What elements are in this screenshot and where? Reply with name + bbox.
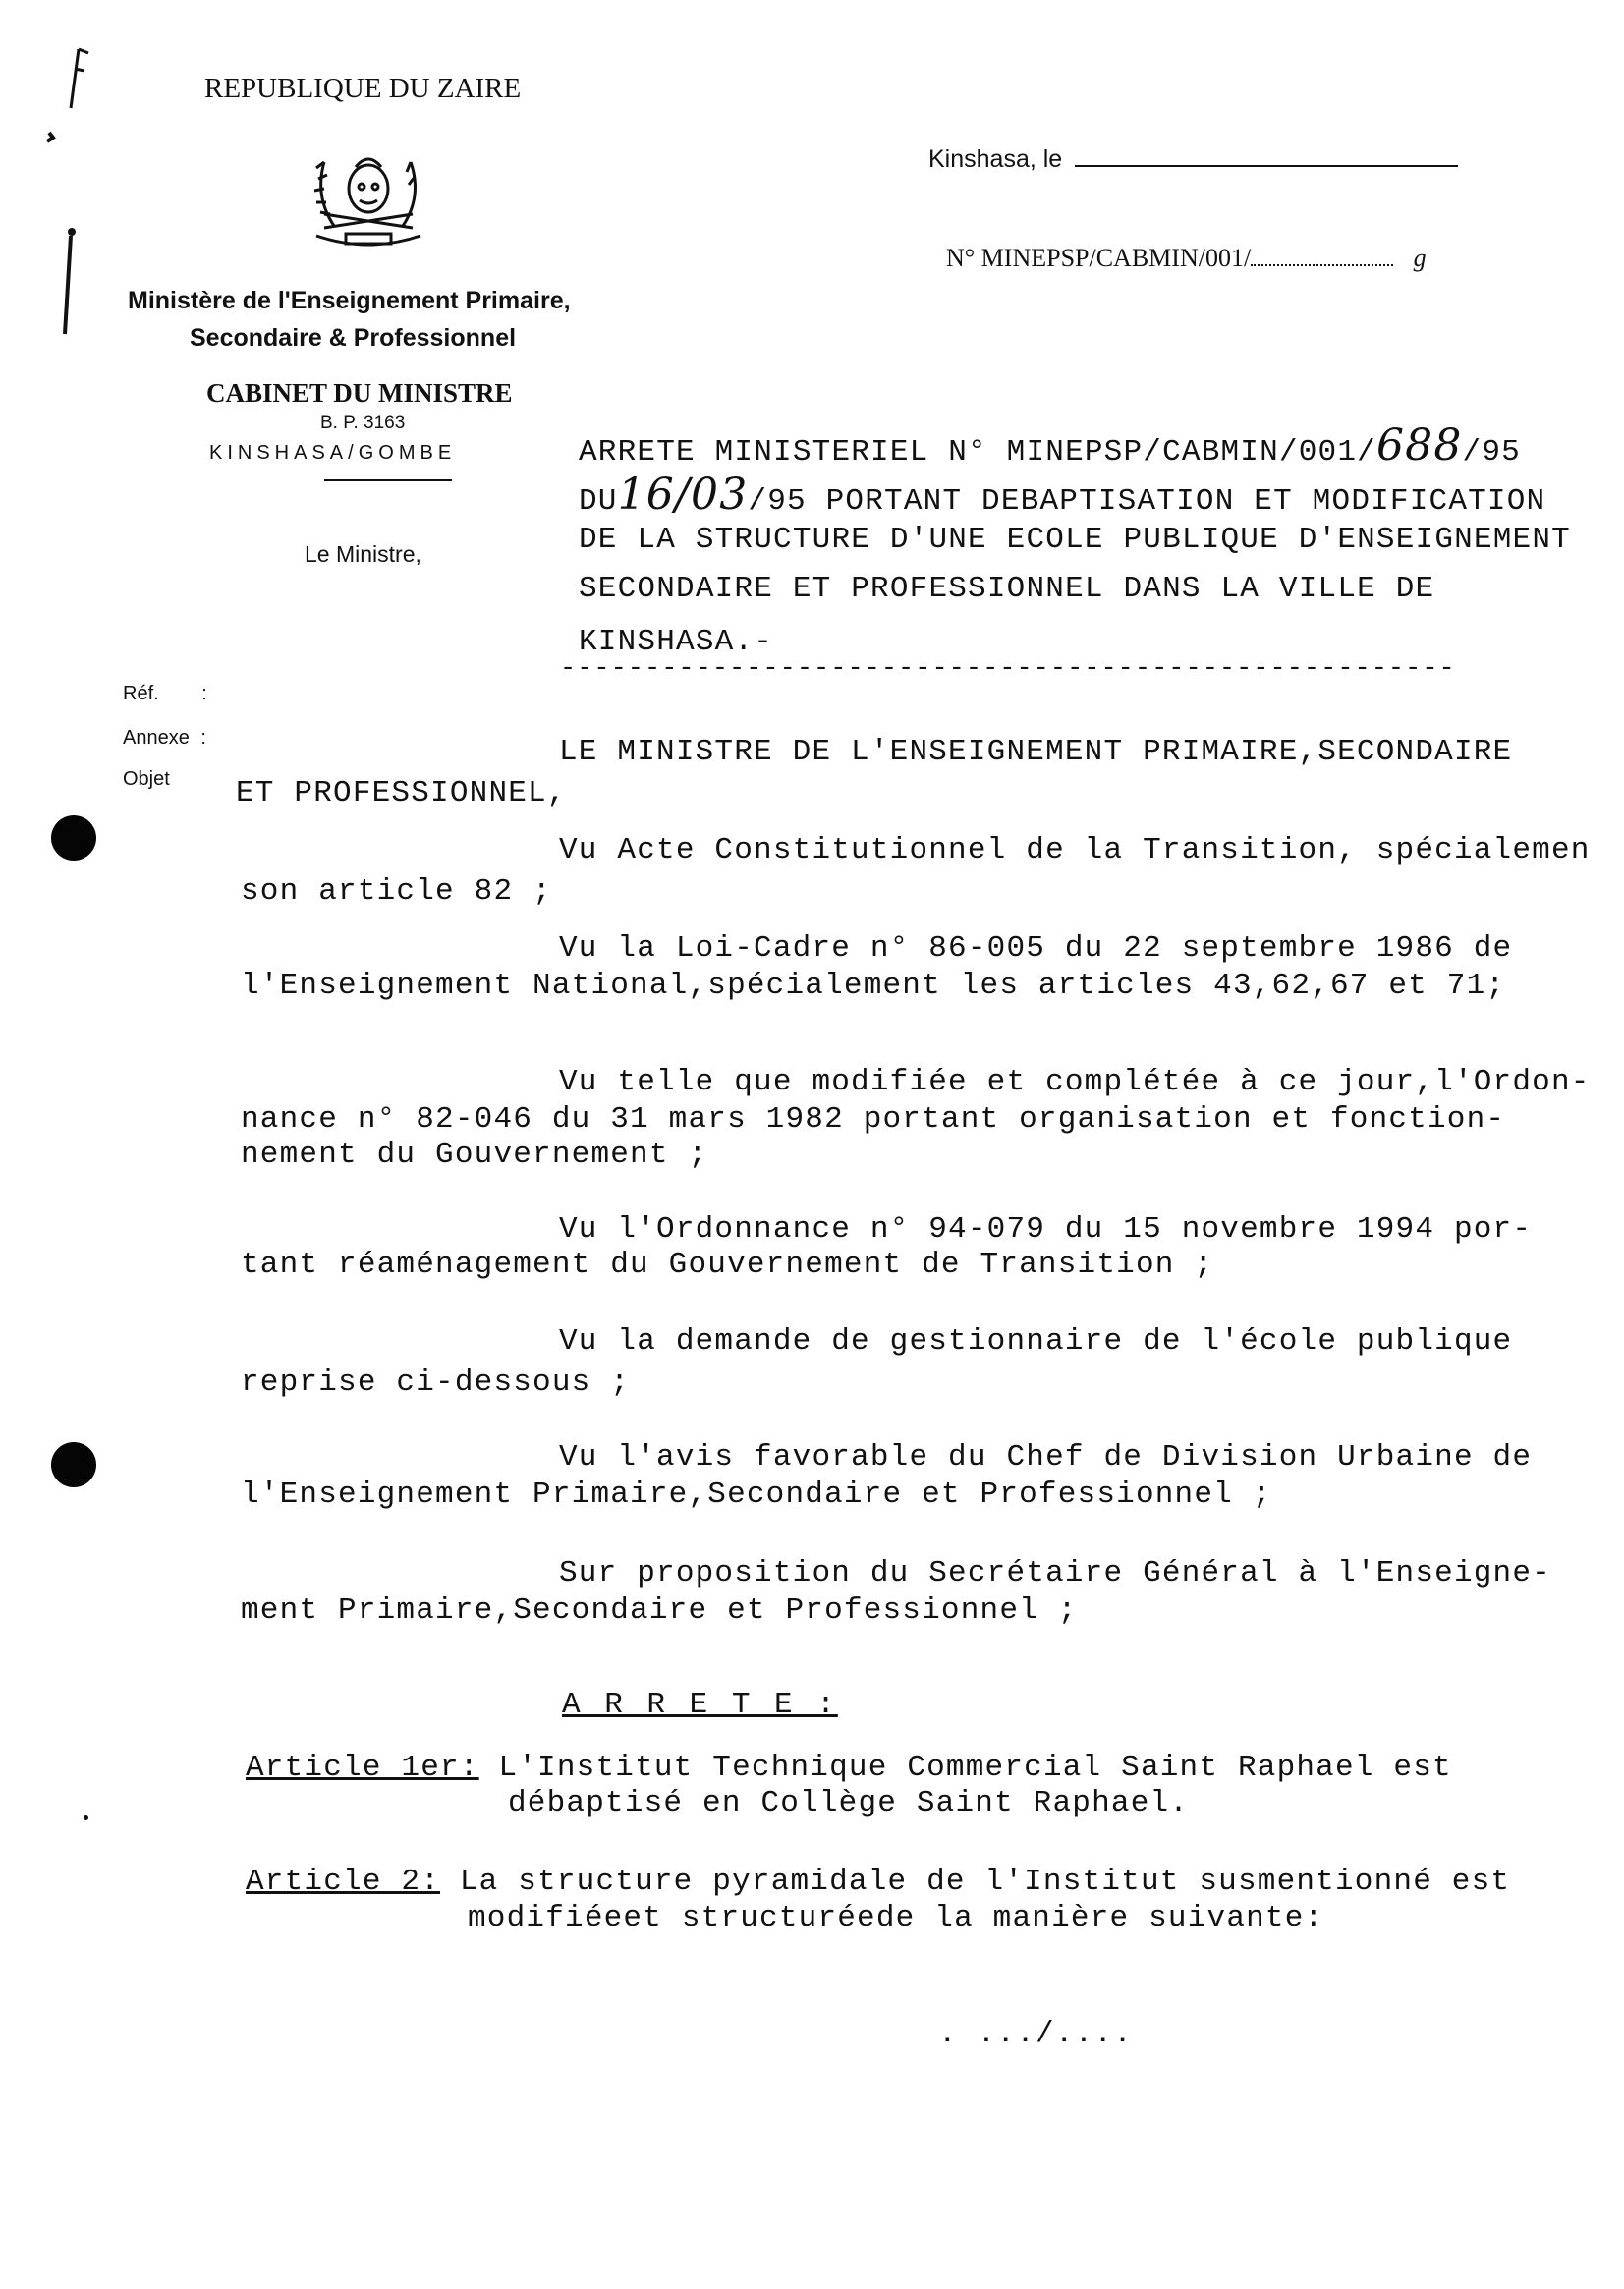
- vu3-line2: nance n° 82-046 du 31 mars 1982 portant organisation et fonction-: [241, 1102, 1506, 1137]
- punch-hole-top: [51, 815, 96, 861]
- emblem: [295, 138, 442, 255]
- vu6-line2: l'Enseignement Primaire,Secondaire et Professionnel ;: [241, 1478, 1272, 1512]
- place-date: [928, 145, 1458, 174]
- place-date-label: Kinshasa, le: [928, 145, 1063, 173]
- margin-marks: [20, 39, 98, 354]
- arrete-heading: A R R E T E :: [562, 1688, 838, 1722]
- handwritten-number: 688: [1375, 420, 1463, 471]
- article-1-line1: L'Institut Technique Commercial Saint Raphael est: [498, 1751, 1452, 1785]
- stray-dot: [84, 1815, 88, 1820]
- vu5-line2: reprise ci-dessous ;: [241, 1366, 631, 1400]
- article-1-line2: débaptisé en Collège Saint Raphael.: [508, 1786, 1190, 1820]
- handwritten-date: 16/03: [617, 470, 749, 520]
- city-underline: [324, 479, 452, 481]
- title-separator: -----------------------------------------------------: [560, 654, 1456, 684]
- continuation-mark: . .../....: [938, 2017, 1134, 2051]
- vu7-line1: Sur proposition du Secrétaire Général à l'Enseigne-: [559, 1556, 1551, 1591]
- article-2-line1: La structure pyramidale de l'Institut susmentionné est: [459, 1865, 1511, 1899]
- ministry-line2: Secondaire & Professionnel: [190, 324, 517, 352]
- vu7-line2: ment Primaire,Secondaire et Professionnel ;: [241, 1593, 1078, 1628]
- vu6-line1: Vu l'avis favorable du Chef de Division Urbaine de: [559, 1440, 1533, 1475]
- article-1: [246, 1751, 1452, 1785]
- title-line4: SECONDAIRE ET PROFESSIONNEL DANS LA VILLE DE: [579, 572, 1435, 606]
- article-2-line2: modifiéeet structuréede la manière suivante:: [468, 1901, 1324, 1935]
- article-2-label: Article 2:: [246, 1865, 441, 1899]
- intro-line2: ET PROFESSIONNEL,: [236, 776, 567, 810]
- vu3-line1: Vu telle que modifiée et complétée à ce jour,l'Ordon-: [559, 1065, 1591, 1099]
- city-line: KINSHASA/GOMBE: [209, 442, 457, 464]
- vu2-line2: l'Enseignement National,spécialement les articles 43,62,67 et 71;: [241, 969, 1506, 1003]
- zaire-coat-of-arms-icon: [295, 138, 442, 251]
- ministry-line1: Ministère de l'Enseignement Primaire,: [128, 287, 571, 314]
- vu1-line1: Vu Acte Constitutionnel de la Transition, spécialemen: [559, 833, 1591, 867]
- title-line5: KINSHASA.-: [579, 625, 774, 659]
- reference-number: [946, 244, 1427, 273]
- vu2-line1: Vu la Loi-Cadre n° 86-005 du 22 septembre 1986 de: [559, 931, 1513, 966]
- title-line2: DU16/03/95 PORTANT DEBAPTISATION ET MODIFICATION: [579, 470, 1546, 520]
- vu1-line2: son article 82 ;: [241, 874, 552, 909]
- ref-label: Réf. :: [123, 683, 207, 704]
- cabinet-heading: CABINET DU MINISTRE: [206, 378, 513, 408]
- republic-heading: REPUBLIQUE DU ZAIRE: [204, 73, 522, 104]
- title-line3: DE LA STRUCTURE D'UNE ECOLE PUBLIQUE D'ENSEIGNEMENT: [579, 523, 1571, 557]
- vu4-line2: tant réaménagement du Gouvernement de Transition ;: [241, 1248, 1214, 1282]
- title-line1: ARRETE MINISTERIEL N° MINEPSP/CABMIN/001/688/95: [579, 420, 1521, 471]
- vu3-line3: nement du Gouvernement ;: [241, 1138, 708, 1172]
- vu4-line1: Vu l'Ordonnance n° 94-079 du 15 novembre 1994 por-: [559, 1212, 1533, 1247]
- reference-number-label: N° MINEPSP/CABMIN/001/: [946, 244, 1252, 272]
- article-1-label: Article 1er:: [246, 1751, 479, 1785]
- po-box: B. P. 3163: [320, 413, 406, 433]
- vu5-line1: Vu la demande de gestionnaire de l'école publique: [559, 1324, 1513, 1359]
- date-blank: [1075, 165, 1458, 167]
- punch-hole-bottom: [51, 1442, 96, 1487]
- intro-line1: LE MINISTRE DE L'ENSEIGNEMENT PRIMAIRE,SECONDAIRE: [559, 735, 1513, 769]
- reference-number-suffix: g: [1413, 244, 1427, 272]
- annexe-label: Annexe :: [123, 727, 206, 749]
- objet-label: Objet: [123, 768, 170, 790]
- minister-label: Le Ministre,: [305, 541, 421, 567]
- article-2: [246, 1865, 1510, 1899]
- reference-number-blank: [1251, 264, 1393, 266]
